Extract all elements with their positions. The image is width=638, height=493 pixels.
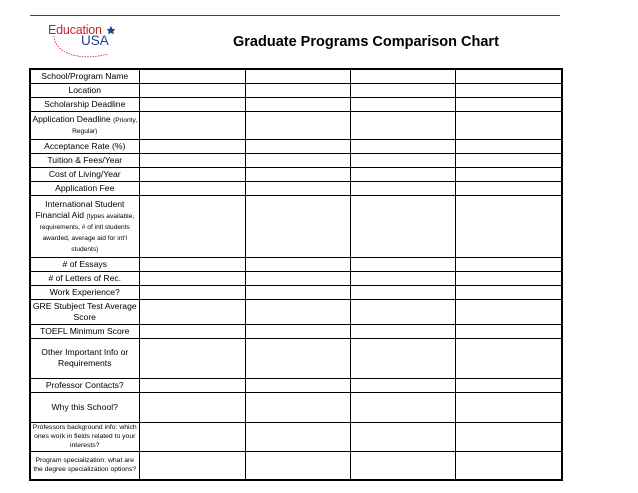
school-cell[interactable] — [139, 378, 245, 392]
row-label-text: Application Fee — [55, 182, 115, 193]
top-rule — [30, 15, 560, 16]
school-cell[interactable] — [139, 69, 245, 83]
school-cell[interactable] — [455, 83, 562, 97]
table-row — [30, 299, 562, 324]
row-label — [30, 324, 139, 338]
row-label-text: Why this School? — [51, 401, 118, 412]
school-cell[interactable] — [139, 181, 245, 195]
school-cell[interactable] — [455, 139, 562, 153]
row-label-note: Professors background info: which ones work in fields related to your interests? — [32, 424, 137, 449]
row-label-text: Tuition & Fees/Year — [47, 154, 123, 165]
row-label — [30, 257, 139, 271]
table-row — [30, 111, 562, 139]
row-label-note: Program specialization: what are the degree specialization options? — [33, 457, 137, 474]
row-label-text: Other Important Info or Requirements — [41, 347, 129, 368]
school-cell[interactable] — [350, 271, 455, 285]
school-cell[interactable] — [455, 167, 562, 181]
school-cell[interactable] — [245, 324, 350, 338]
school-cell[interactable] — [455, 451, 562, 480]
row-label — [30, 271, 139, 285]
page-title: Graduate Programs Comparison Chart — [233, 34, 499, 50]
school-cell[interactable] — [350, 422, 455, 451]
education-usa-logo — [48, 22, 123, 64]
school-cell[interactable] — [350, 69, 455, 83]
school-cell[interactable] — [455, 181, 562, 195]
school-cell[interactable] — [350, 392, 455, 422]
table-row — [30, 257, 562, 271]
school-cell[interactable] — [245, 181, 350, 195]
school-cell[interactable] — [139, 139, 245, 153]
row-label — [30, 285, 139, 299]
school-cell[interactable] — [139, 299, 245, 324]
table-row — [30, 285, 562, 299]
row-label-note: (types available, requirements, # of intl students awarded, average aid for int'l students) — [39, 212, 135, 253]
row-label-text: Work Experience? — [49, 286, 120, 297]
school-cell[interactable] — [455, 195, 562, 257]
school-cell[interactable] — [350, 83, 455, 97]
school-cell[interactable] — [139, 83, 245, 97]
school-cell[interactable] — [139, 271, 245, 285]
table-row — [30, 324, 562, 338]
row-label-note: (Priority, Regular) — [72, 117, 138, 135]
school-cell[interactable] — [350, 285, 455, 299]
row-label — [30, 451, 139, 480]
school-cell[interactable] — [139, 422, 245, 451]
school-cell[interactable] — [455, 69, 562, 83]
row-label-text: Professor Contacts? — [45, 379, 124, 390]
table-row — [30, 271, 562, 285]
school-cell[interactable] — [139, 285, 245, 299]
school-cell[interactable] — [139, 97, 245, 111]
row-label-text: School/Program Name — [41, 70, 129, 81]
row-label — [30, 139, 139, 153]
school-cell[interactable] — [139, 338, 245, 378]
table-row — [30, 338, 562, 378]
school-cell[interactable] — [455, 257, 562, 271]
logo-text-usa: USA — [81, 33, 109, 48]
row-label — [30, 97, 139, 111]
school-cell[interactable] — [245, 285, 350, 299]
school-cell[interactable] — [455, 97, 562, 111]
school-cell[interactable] — [245, 392, 350, 422]
school-cell[interactable] — [455, 338, 562, 378]
row-label-text: International Student Financial Aid — [35, 198, 125, 220]
table-row — [30, 181, 562, 195]
school-cell[interactable] — [245, 299, 350, 324]
school-cell[interactable] — [245, 111, 350, 139]
row-label-text: Cost of Living/Year — [48, 168, 121, 179]
school-cell[interactable] — [139, 451, 245, 480]
school-cell[interactable] — [245, 451, 350, 480]
school-cell[interactable] — [139, 111, 245, 139]
school-cell[interactable] — [455, 378, 562, 392]
row-label — [30, 378, 139, 392]
table-row — [30, 422, 562, 451]
row-label — [30, 195, 139, 257]
row-label — [30, 299, 139, 324]
school-cell[interactable] — [139, 153, 245, 167]
row-label — [30, 153, 139, 167]
school-cell[interactable] — [455, 111, 562, 139]
school-cell[interactable] — [350, 181, 455, 195]
row-label-text: Scholarship Deadline — [44, 98, 126, 109]
school-cell[interactable] — [350, 378, 455, 392]
school-cell[interactable] — [455, 153, 562, 167]
table-row — [30, 153, 562, 167]
school-cell[interactable] — [350, 299, 455, 324]
row-label-text: Location — [68, 84, 101, 95]
school-cell[interactable] — [245, 422, 350, 451]
school-cell[interactable] — [350, 111, 455, 139]
row-label — [30, 111, 139, 139]
logo-text-education: Education — [48, 23, 102, 37]
row-label — [30, 338, 139, 378]
school-cell[interactable] — [350, 153, 455, 167]
row-label — [30, 181, 139, 195]
row-label — [30, 69, 139, 83]
table-row — [30, 139, 562, 153]
school-cell[interactable] — [245, 69, 350, 83]
row-label-text: Acceptance Rate (%) — [44, 140, 126, 151]
school-cell[interactable] — [350, 139, 455, 153]
school-cell[interactable] — [455, 392, 562, 422]
school-cell[interactable] — [455, 299, 562, 324]
school-cell[interactable] — [350, 167, 455, 181]
table-row — [30, 83, 562, 97]
school-cell[interactable] — [455, 271, 562, 285]
comparison-table — [29, 68, 563, 481]
school-cell[interactable] — [455, 285, 562, 299]
school-cell[interactable] — [245, 257, 350, 271]
school-cell[interactable] — [245, 271, 350, 285]
table-row — [30, 167, 562, 181]
row-label-text: # of Letters of Rec. — [48, 272, 122, 283]
school-cell[interactable] — [245, 139, 350, 153]
school-cell[interactable] — [245, 83, 350, 97]
school-cell[interactable] — [350, 257, 455, 271]
school-cell[interactable] — [245, 338, 350, 378]
row-label — [30, 167, 139, 181]
row-label-text: Application Deadline — [32, 114, 111, 124]
table-row — [30, 97, 562, 111]
row-label-text: # of Essays — [62, 258, 107, 269]
school-cell[interactable] — [350, 97, 455, 111]
row-label — [30, 392, 139, 422]
school-cell[interactable] — [350, 195, 455, 257]
school-cell[interactable] — [350, 338, 455, 378]
school-cell[interactable] — [350, 451, 455, 480]
school-cell[interactable] — [455, 422, 562, 451]
table-row — [30, 378, 562, 392]
table-row — [30, 195, 562, 257]
school-cell[interactable] — [350, 324, 455, 338]
school-cell[interactable] — [245, 378, 350, 392]
row-label-text: GRE Stubject Test Average Score — [32, 300, 137, 322]
row-label-text: TOEFL Minimum Score — [40, 325, 130, 336]
school-cell[interactable] — [139, 324, 245, 338]
school-cell[interactable] — [245, 97, 350, 111]
table-row — [30, 451, 562, 480]
school-cell[interactable] — [139, 195, 245, 257]
school-cell[interactable] — [139, 167, 245, 181]
school-cell[interactable] — [245, 167, 350, 181]
table-row — [30, 69, 562, 83]
school-cell[interactable] — [245, 195, 350, 257]
row-label — [30, 422, 139, 451]
table-row — [30, 392, 562, 422]
row-label — [30, 83, 139, 97]
school-cell[interactable] — [139, 257, 245, 271]
school-cell[interactable] — [139, 392, 245, 422]
school-cell[interactable] — [455, 324, 562, 338]
school-cell[interactable] — [245, 153, 350, 167]
